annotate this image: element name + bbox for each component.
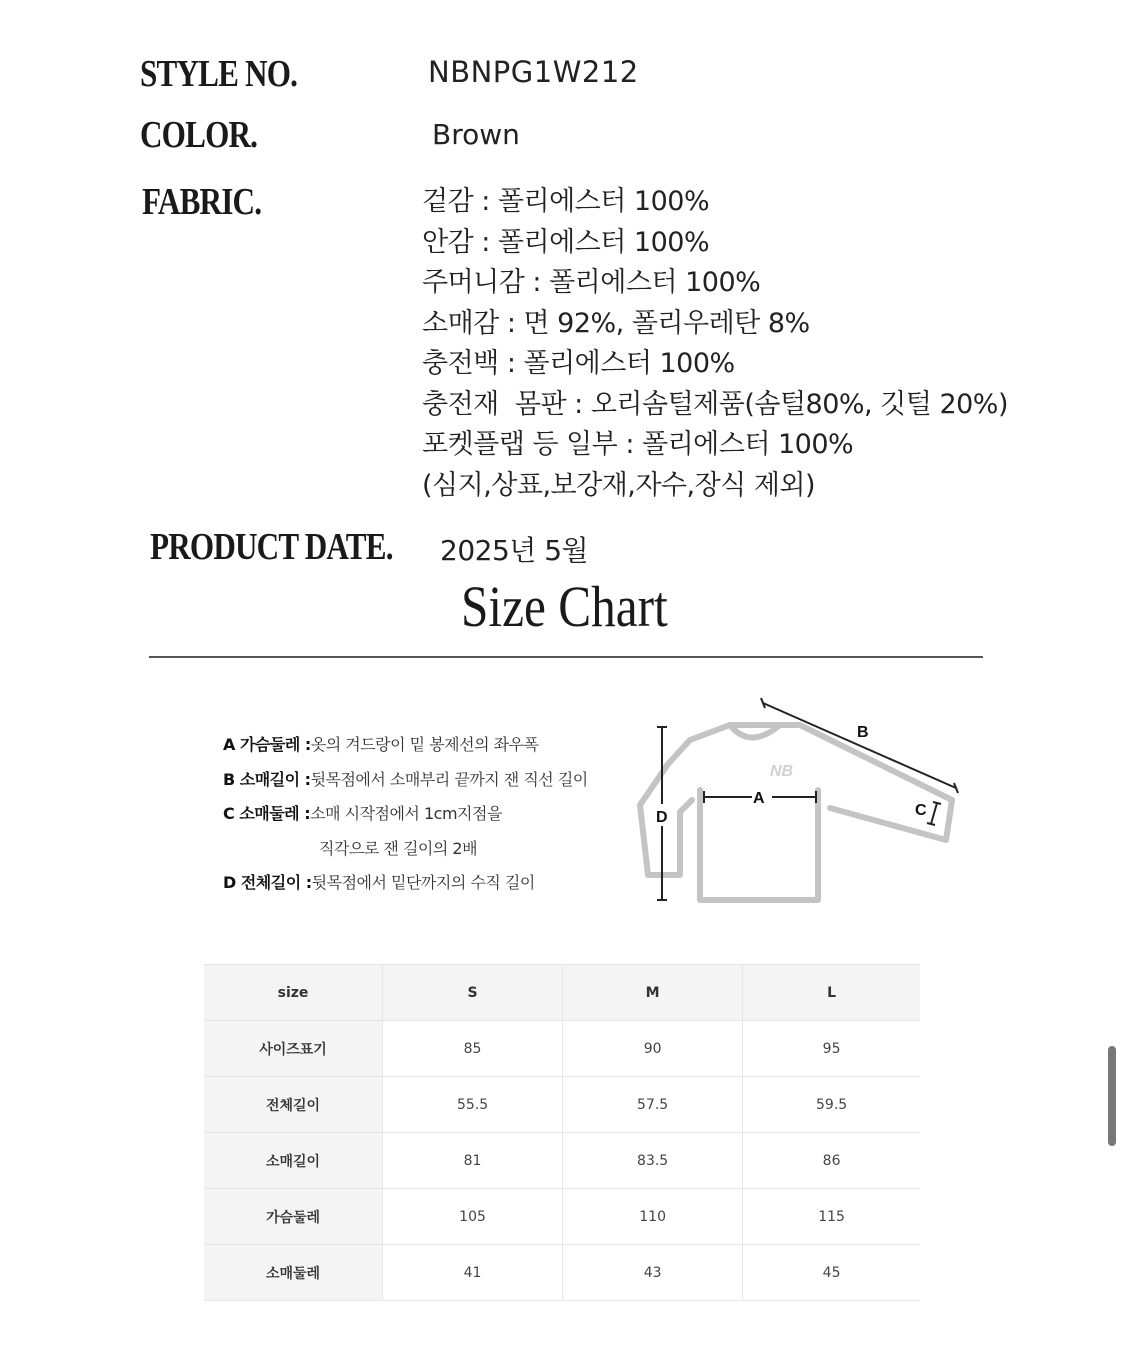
table-cell: 45 — [743, 1245, 920, 1301]
table-row — [204, 1077, 920, 1133]
fabric-composition-list — [422, 182, 1008, 506]
table-row — [204, 1245, 920, 1301]
sweatshirt-outline-icon — [640, 725, 952, 900]
fabric-label: FABRIC. — [142, 181, 262, 223]
fabric-line: 주머니감 : 폴리에스터 100% — [422, 267, 761, 298]
c-measure-line — [931, 803, 937, 824]
legend-desc: 뒷목점에서 밑단까지의 수직 길이 — [311, 873, 535, 892]
size-chart-title: Size Chart — [461, 574, 668, 639]
table-header-row — [204, 965, 920, 1021]
legend-item-d — [223, 871, 588, 906]
row-label: 가슴둘레 — [204, 1189, 383, 1245]
d-label: D — [656, 809, 668, 826]
title-divider — [149, 656, 983, 658]
legend-desc: 소매 시작점에서 1cm지점을 — [310, 804, 502, 823]
legend-item-c — [223, 802, 588, 837]
table-cell: 110 — [563, 1189, 743, 1245]
row-label: 소매길이 — [204, 1133, 383, 1189]
table-header: S — [383, 965, 563, 1021]
product-date-value: 2025년 5월 — [440, 534, 589, 567]
table-cell: 85 — [383, 1021, 563, 1077]
c-label: C — [915, 802, 927, 819]
legend-key: B 소매길이 : — [223, 769, 311, 789]
table-header: L — [743, 965, 920, 1021]
legend-key: D 전체길이 : — [223, 873, 312, 892]
row-label: 소매둘레 — [204, 1245, 383, 1301]
style-no-value: NBNPG1W212 — [428, 55, 639, 89]
table-cell: 86 — [743, 1133, 920, 1189]
row-label: 사이즈표기 — [204, 1021, 383, 1077]
legend-key: A 가슴둘레 : — [223, 735, 311, 754]
a-label: A — [753, 790, 765, 807]
legend-key: C 소매둘레 : — [223, 804, 311, 823]
legend-desc: 직각으로 잰 길이의 2배 — [319, 838, 478, 858]
table-row — [204, 1021, 920, 1077]
table-cell: 57.5 — [563, 1077, 743, 1133]
garment-measurement-diagram — [630, 690, 970, 910]
table-cell: 41 — [383, 1245, 563, 1301]
table-header: size — [204, 965, 383, 1021]
fabric-line: 겉감 : 폴리에스터 100% — [422, 186, 710, 217]
table-cell: 105 — [383, 1189, 563, 1245]
table-cell: 43 — [563, 1245, 743, 1301]
row-label: 전체길이 — [204, 1077, 383, 1133]
table-header: M — [563, 965, 743, 1021]
size-table — [204, 964, 920, 1301]
vertical-scrollbar[interactable] — [1108, 1046, 1116, 1146]
table-cell: 81 — [383, 1133, 563, 1189]
table-row — [204, 1133, 920, 1189]
table-row — [204, 1189, 920, 1245]
fabric-line: 포켓플랩 등 일부 : 폴리에스터 100% — [422, 429, 854, 460]
color-value: Brown — [432, 118, 520, 151]
legend-item-a — [223, 733, 588, 768]
fabric-line: (심지,상표,보강재,자수,장식 제외) — [422, 469, 816, 501]
legend-desc: 뒷목점에서 소매부리 끝까지 잰 직선 길이 — [310, 769, 588, 789]
fabric-line: 소매감 : 면 92%, 폴리우레탄 8% — [422, 307, 810, 339]
color-label: COLOR. — [140, 114, 258, 156]
table-cell: 115 — [743, 1189, 920, 1245]
fabric-line: 충전백 : 폴리에스터 100% — [422, 348, 735, 379]
table-cell: 55.5 — [383, 1077, 563, 1133]
table-cell: 90 — [563, 1021, 743, 1077]
table-cell: 95 — [743, 1021, 920, 1077]
table-cell: 83.5 — [563, 1133, 743, 1189]
legend-item-b — [223, 768, 588, 803]
b-label: B — [857, 724, 869, 741]
nb-logo-icon: NB — [770, 763, 794, 780]
legend-desc: 옷의 겨드랑이 밑 봉제선의 좌우폭 — [310, 735, 539, 754]
fabric-line: 충전재 몸판 : 오리솜털제품(솜털80%, 깃털 20%) — [422, 388, 1008, 420]
style-no-label: STYLE NO. — [140, 53, 298, 95]
legend-item-c-cont — [223, 837, 588, 872]
product-date-label: PRODUCT DATE. — [150, 526, 393, 568]
table-cell: 59.5 — [743, 1077, 920, 1133]
fabric-line: 안감 : 폴리에스터 100% — [422, 226, 710, 258]
measurement-legend — [223, 733, 588, 906]
